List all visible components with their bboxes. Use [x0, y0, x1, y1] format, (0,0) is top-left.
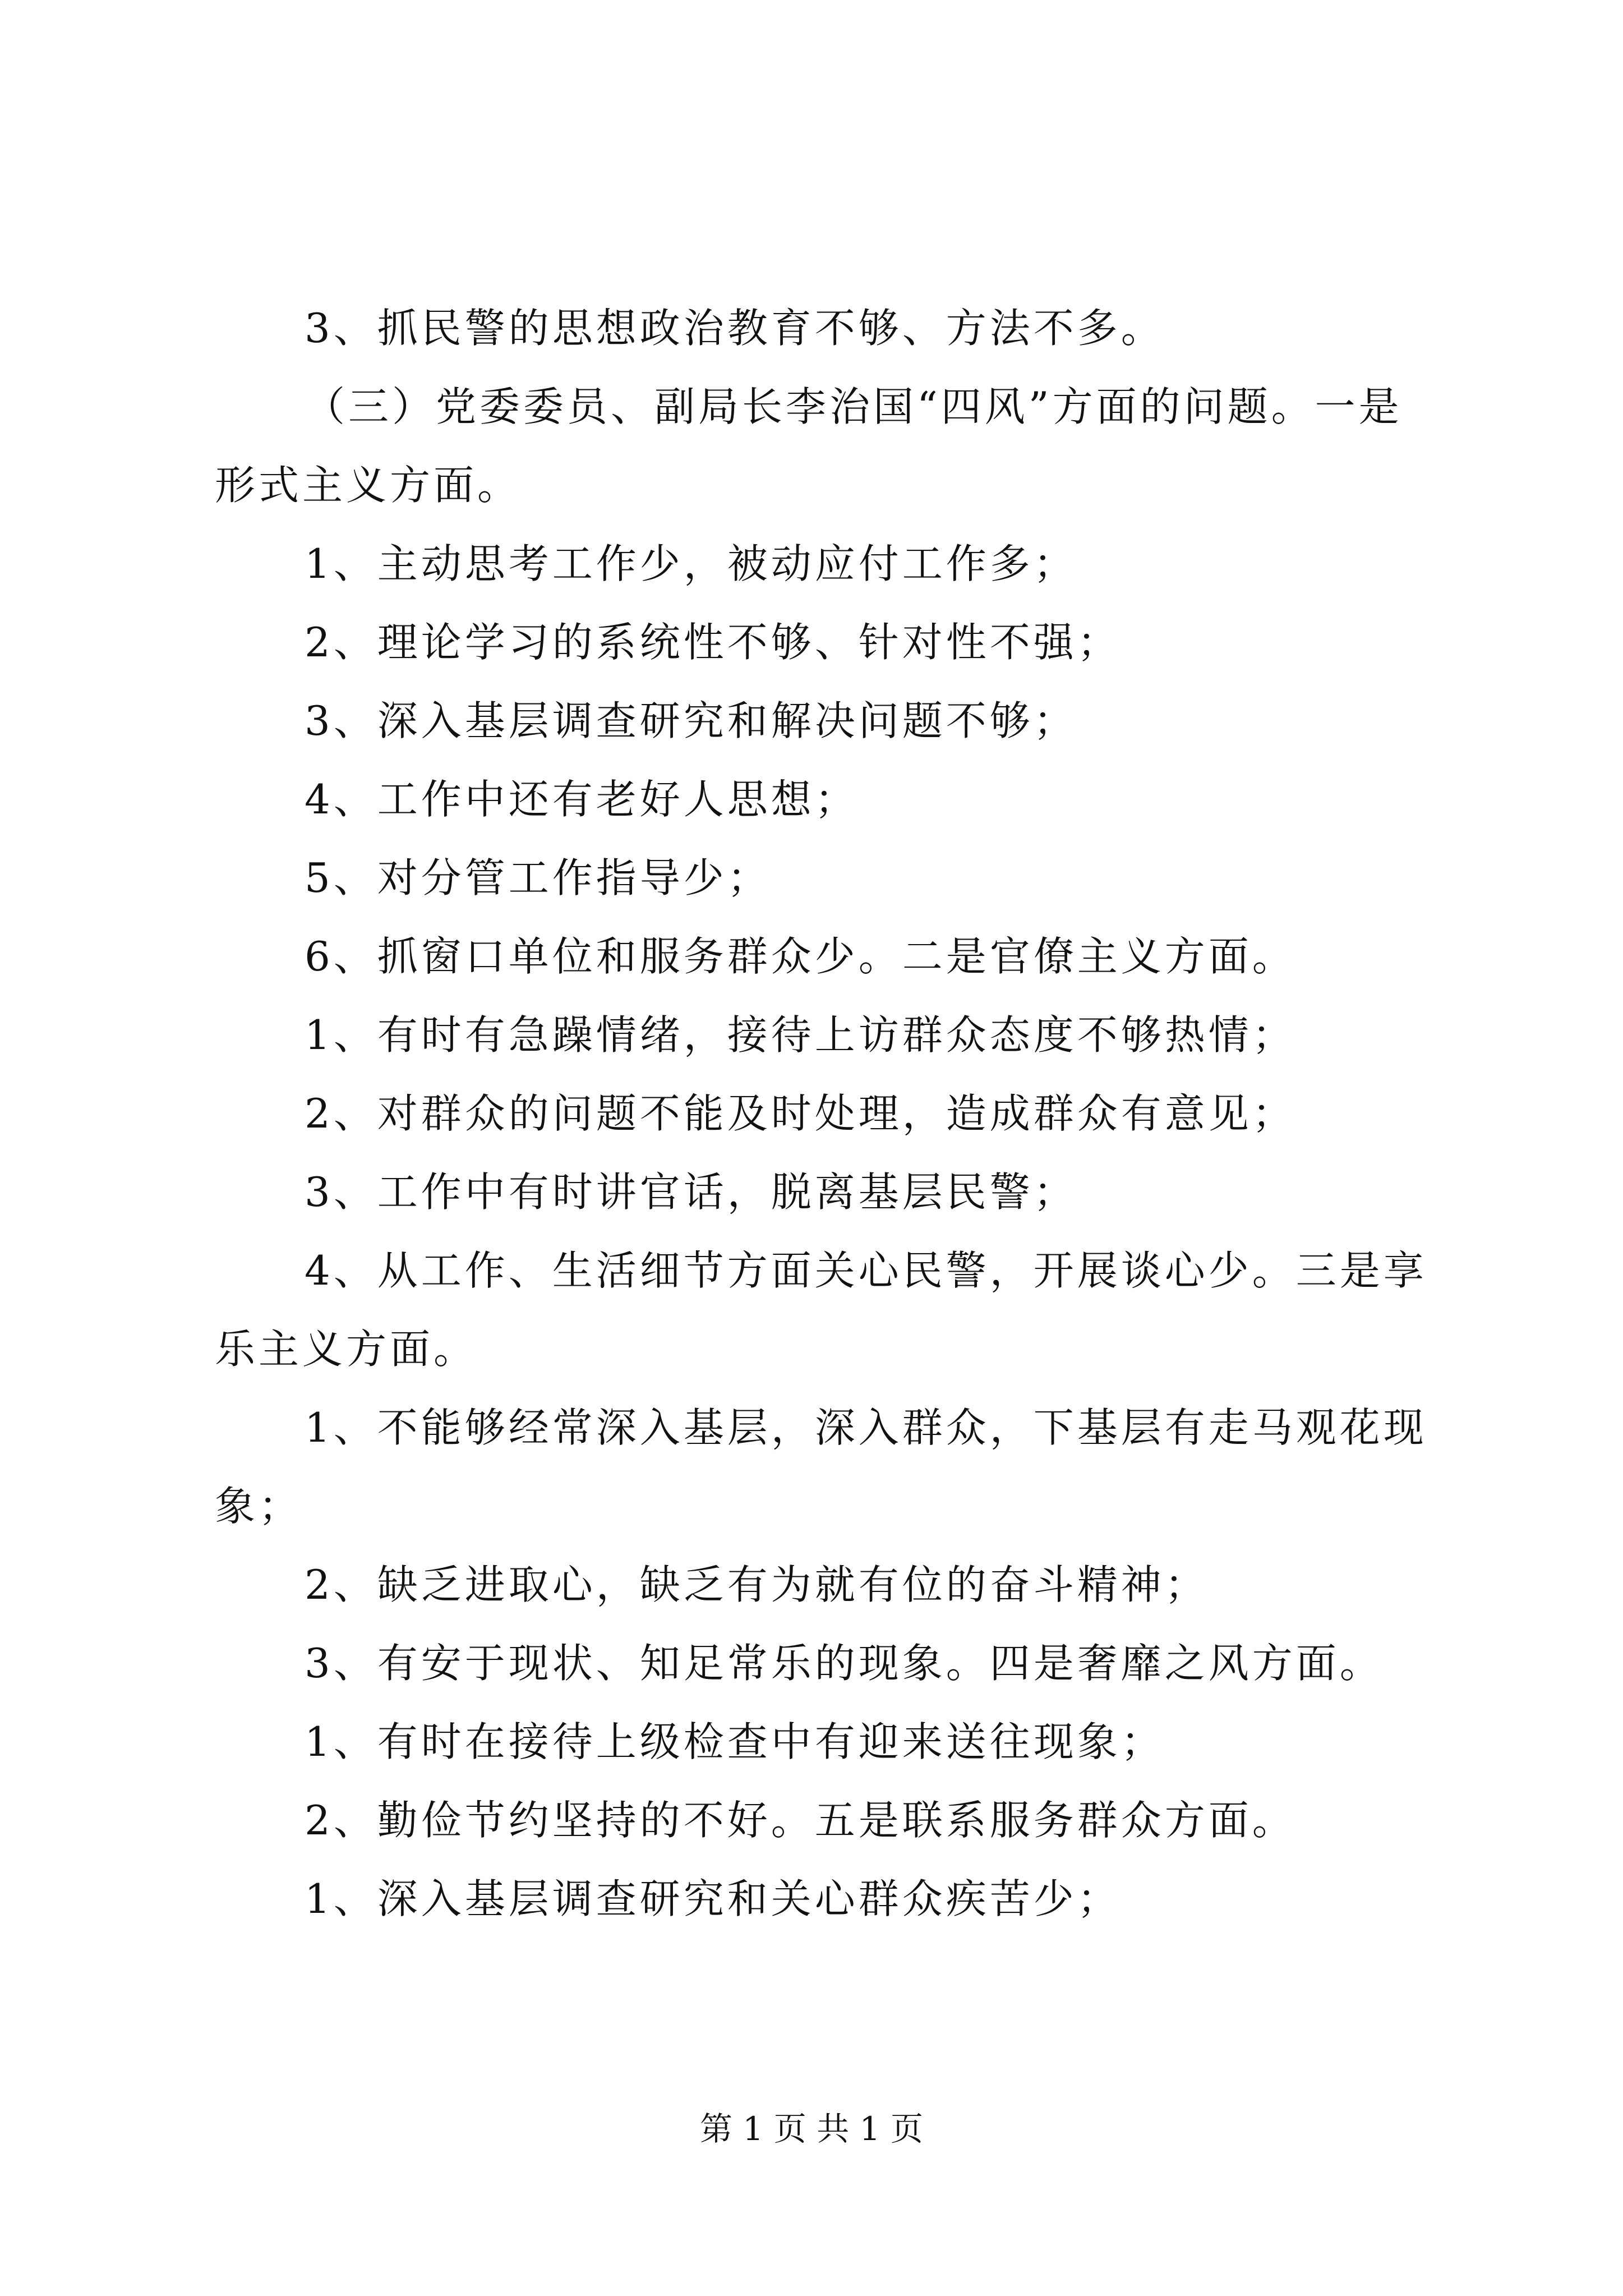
paragraph: [215, 289, 1426, 367]
paragraph-line: 2、理论学习的系统性不够、针对性不强；: [305, 619, 1121, 666]
paragraph: [215, 1074, 1426, 1153]
paragraph: [215, 1860, 1426, 1938]
paragraph-line: 3、深入基层调查研究和解决问题不够；: [305, 697, 1077, 744]
paragraph-line: 1、主动思考工作少，被动应付工作多；: [305, 540, 1077, 587]
paragraph-line: 3、有安于现状、知足常乐的现象。四是奢靡之风方面。: [305, 1640, 1384, 1687]
paragraph-line: 4、工作中还有老好人思想；: [305, 776, 859, 823]
paragraph: [215, 682, 1426, 760]
paragraph: [215, 917, 1426, 996]
paragraph-line: 3、工作中有时讲官话，脱离基层民警；: [305, 1168, 1077, 1216]
paragraph-line: 4、从工作、生活细节方面关心民警，开展谈心少。三是享: [305, 1247, 1427, 1294]
paragraph-line: 3、抓民警的思想政治教育不够、方法不多。: [305, 305, 1165, 352]
paragraph: [215, 1388, 1426, 1467]
paragraph-line: 1、不能够经常深入基层，深入群众，下基层有走马观花现: [305, 1404, 1427, 1451]
paragraph: [215, 996, 1426, 1074]
page-footer: [0, 2109, 1623, 2148]
paragraph-continuation: [215, 1310, 1426, 1388]
paragraph: [215, 1781, 1426, 1860]
paragraph-line: 2、对群众的问题不能及时处理，造成群众有意见；: [305, 1090, 1296, 1137]
document-body: [215, 289, 1426, 1938]
paragraph: [215, 1624, 1426, 1703]
paragraph-line: 5、对分管工作指导少；: [305, 854, 771, 901]
paragraph-line: 2、勤俭节约坚持的不好。五是联系服务群众方面。: [305, 1797, 1296, 1844]
paragraph-continuation: [215, 1467, 1426, 1545]
paragraph: [215, 524, 1426, 603]
paragraph: [215, 760, 1426, 839]
paragraph-line: 乐主义方面。: [215, 1326, 478, 1373]
paragraph: [215, 1153, 1426, 1231]
paragraph-line: 象；: [215, 1483, 303, 1530]
paragraph-line: 1、有时有急躁情绪，接待上访群众态度不够热情；: [305, 1011, 1296, 1059]
paragraph: [215, 603, 1426, 682]
paragraph-continuation: [215, 446, 1426, 524]
paragraph: [215, 367, 1426, 446]
paragraph-line: 1、深入基层调查研究和关心群众疾苦少；: [305, 1875, 1121, 1922]
paragraph: [215, 839, 1426, 917]
paragraph-line: 6、抓窗口单位和服务群众少。二是官僚主义方面。: [305, 933, 1296, 980]
paragraph: [215, 1545, 1426, 1624]
page-number-label: 第 1 页 共 1 页: [700, 2110, 923, 2148]
paragraph-line: 1、有时在接待上级检查中有迎来送往现象；: [305, 1718, 1165, 1765]
paragraph-line: 2、缺乏进取心，缺乏有为就有位的奋斗精神；: [305, 1561, 1209, 1608]
paragraph-line: 形式主义方面。: [215, 462, 522, 509]
paragraph: [215, 1231, 1426, 1310]
paragraph-line: （三）党委委员、副局长李治国“四风”方面的问题。一是: [305, 383, 1403, 430]
paragraph: [215, 1703, 1426, 1781]
